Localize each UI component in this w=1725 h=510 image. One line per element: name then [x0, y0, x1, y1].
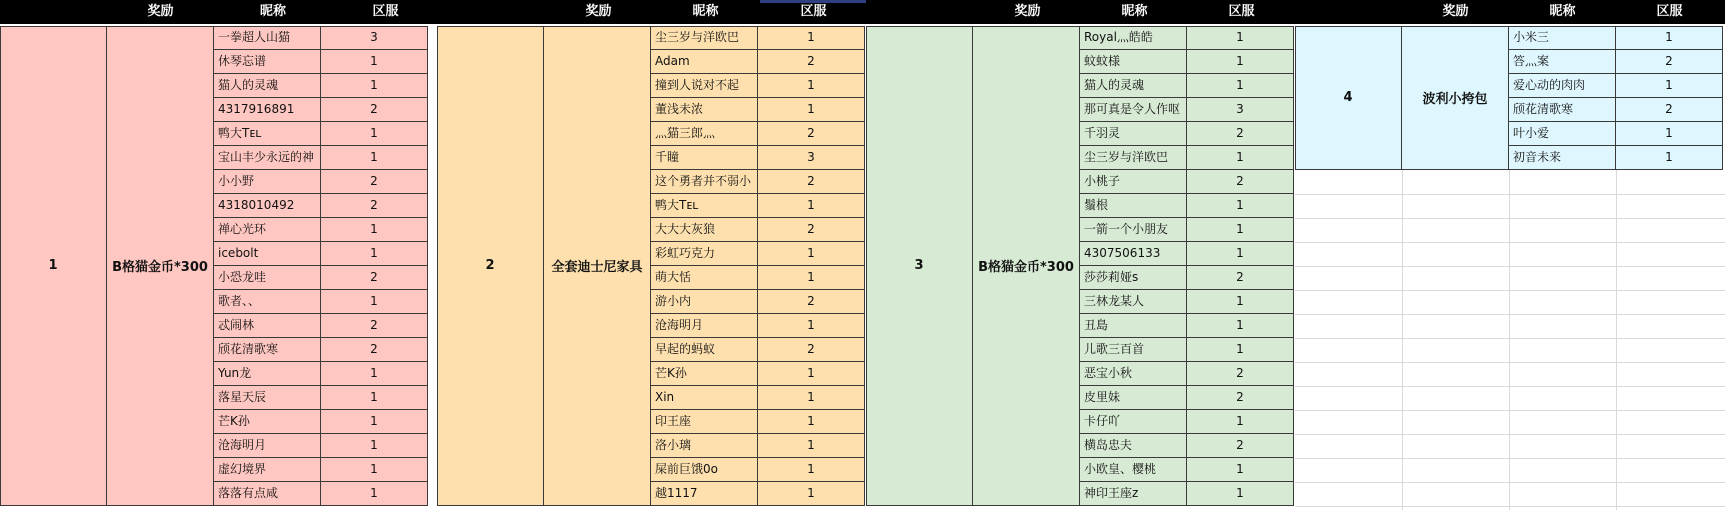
server-cell[interactable]: 1: [321, 482, 428, 506]
server-cell[interactable]: 2: [321, 98, 428, 122]
server-cell[interactable]: 2: [758, 170, 865, 194]
server-cell[interactable]: 1: [758, 74, 865, 98]
nickname-cell[interactable]: Χin: [651, 386, 758, 410]
header-nickname-2: 昵称: [692, 4, 719, 19]
gridline: [1295, 266, 1725, 267]
server-cell[interactable]: 1: [1187, 242, 1294, 266]
nickname-cell[interactable]: 一箭一个小朋友: [1080, 218, 1187, 242]
server-cell[interactable]: 1: [1187, 50, 1294, 74]
server-cell[interactable]: 1: [758, 386, 865, 410]
header-server-1: 区服: [372, 4, 399, 19]
server-cell[interactable]: 2: [321, 314, 428, 338]
server-cell[interactable]: 3: [321, 26, 428, 50]
nickname-cell[interactable]: 丑島: [1080, 314, 1187, 338]
nickname-cell[interactable]: 儿歌三百首: [1080, 338, 1187, 362]
server-cell[interactable]: 1: [758, 410, 865, 434]
nickname-cell[interactable]: 鬚根: [1080, 194, 1187, 218]
nickname-cell[interactable]: Adam: [651, 50, 758, 74]
nickname-cell[interactable]: 屎前巨饿0o: [651, 458, 758, 482]
server-cell[interactable]: 1: [1616, 26, 1723, 50]
server-cell[interactable]: 3: [1187, 98, 1294, 122]
server-cell[interactable]: 2: [321, 266, 428, 290]
nickname-cell[interactable]: 卡仔吖: [1080, 410, 1187, 434]
server-cell[interactable]: 1: [1187, 410, 1294, 434]
server-cell[interactable]: 3: [758, 146, 865, 170]
server-cell[interactable]: 1: [321, 50, 428, 74]
gridline: [1295, 434, 1725, 435]
nickname-cell[interactable]: 尘三岁与洋欧巴: [1080, 146, 1187, 170]
server-cell[interactable]: 2: [1616, 98, 1723, 122]
nickname-cell[interactable]: 撞到人说对不起: [651, 74, 758, 98]
gridline: [1295, 314, 1725, 315]
nickname-cell[interactable]: 小小野: [214, 170, 321, 194]
nickname-cell[interactable]: 早起的蚂蚁: [651, 338, 758, 362]
nickname-cell[interactable]: 横岛忠夫: [1080, 434, 1187, 458]
header-prize-1: 奖励: [147, 4, 174, 19]
server-cell[interactable]: 1: [1187, 194, 1294, 218]
nickname-cell[interactable]: 皮里妹: [1080, 386, 1187, 410]
server-cell[interactable]: 2: [1187, 122, 1294, 146]
gridline: [1295, 506, 1725, 507]
header-server-3: 区服: [1228, 4, 1255, 19]
server-cell[interactable]: 1: [758, 458, 865, 482]
gridline: [1295, 410, 1725, 411]
server-cell[interactable]: 1: [758, 434, 865, 458]
nickname-cell[interactable]: 一拳超人山猫: [214, 26, 321, 50]
gridline: [1295, 290, 1725, 291]
gridline: [1295, 362, 1725, 363]
server-cell[interactable]: 2: [1187, 386, 1294, 410]
rank-cell[interactable]: 1: [0, 26, 107, 506]
nickname-cell[interactable]: 猫人的灵魂: [1080, 74, 1187, 98]
server-cell[interactable]: 1: [1616, 74, 1723, 98]
nickname-cell[interactable]: 恶宝小秋: [1080, 362, 1187, 386]
nickname-cell[interactable]: 小欧皇、樱桃: [1080, 458, 1187, 482]
server-cell[interactable]: 1: [1187, 314, 1294, 338]
nickname-cell[interactable]: 禅心光环: [214, 218, 321, 242]
server-cell[interactable]: 2: [1187, 434, 1294, 458]
nickname-cell[interactable]: 蚊蚊様: [1080, 50, 1187, 74]
server-cell[interactable]: 1: [1187, 338, 1294, 362]
gridline: [1402, 170, 1403, 510]
nickname-cell[interactable]: 彩虹巧克力: [651, 242, 758, 266]
server-cell[interactable]: 2: [1187, 362, 1294, 386]
gridline: [1616, 170, 1617, 510]
server-cell[interactable]: 1: [1187, 482, 1294, 506]
nickname-cell[interactable]: 忒闹林: [214, 314, 321, 338]
nickname-cell[interactable]: 尘三岁与洋欧巴: [651, 26, 758, 50]
prize-cell[interactable]: B格猫金币*300: [973, 26, 1080, 506]
server-cell[interactable]: 1: [1616, 146, 1723, 170]
nickname-cell[interactable]: 宝山丰少永远的神: [214, 146, 321, 170]
nickname-cell[interactable]: 4307506133: [1080, 242, 1187, 266]
server-cell[interactable]: 1: [1187, 26, 1294, 50]
gridline: [1509, 170, 1510, 510]
nickname-cell[interactable]: 初音未来: [1509, 146, 1616, 170]
prize-cell[interactable]: 全套迪士尼家具: [544, 26, 651, 506]
header-prize-2: 奖励: [585, 4, 612, 19]
nickname-cell[interactable]: 大大大灰狼: [651, 218, 758, 242]
server-cell[interactable]: 1: [321, 218, 428, 242]
server-cell[interactable]: 1: [1187, 146, 1294, 170]
server-cell[interactable]: 1: [758, 242, 865, 266]
nickname-cell[interactable]: Royal灬皓皓: [1080, 26, 1187, 50]
gridline: [1295, 386, 1725, 387]
rank-cell[interactable]: 3: [866, 26, 973, 506]
header-nickname-1: 昵称: [259, 4, 286, 19]
nickname-cell[interactable]: 这个勇者并不弱小: [651, 170, 758, 194]
gridline: [1295, 338, 1725, 339]
server-cell[interactable]: 1: [758, 98, 865, 122]
server-cell[interactable]: 1: [321, 122, 428, 146]
nickname-cell[interactable]: 芒K孙: [651, 362, 758, 386]
prize-cell[interactable]: 波利小挎包: [1402, 26, 1509, 170]
nickname-cell[interactable]: Yun龙: [214, 362, 321, 386]
server-cell[interactable]: 2: [758, 218, 865, 242]
server-cell[interactable]: 2: [1187, 266, 1294, 290]
gridline: [1295, 482, 1725, 483]
server-cell[interactable]: 1: [321, 362, 428, 386]
server-cell[interactable]: 1: [758, 314, 865, 338]
server-cell[interactable]: 1: [758, 26, 865, 50]
header-nickname-4: 昵称: [1549, 4, 1576, 19]
nickname-cell[interactable]: 答灬案: [1509, 50, 1616, 74]
nickname-cell[interactable]: 小恐龙哇: [214, 266, 321, 290]
server-cell[interactable]: 1: [321, 434, 428, 458]
nickname-cell[interactable]: 三林龙某人: [1080, 290, 1187, 314]
nickname-cell[interactable]: 游小内: [651, 290, 758, 314]
server-cell[interactable]: 1: [1187, 218, 1294, 242]
server-cell[interactable]: 1: [758, 194, 865, 218]
rank-cell[interactable]: 2: [437, 26, 544, 506]
nickname-cell[interactable]: 萌大恬: [651, 266, 758, 290]
server-cell[interactable]: 2: [321, 338, 428, 362]
nickname-cell[interactable]: 叶小爱: [1509, 122, 1616, 146]
server-cell[interactable]: 1: [321, 290, 428, 314]
nickname-cell[interactable]: 歌者、、: [214, 290, 321, 314]
server-cell[interactable]: 1: [321, 458, 428, 482]
nickname-cell[interactable]: 虚幻境界: [214, 458, 321, 482]
gridline: [1295, 458, 1725, 459]
server-cell[interactable]: 2: [758, 290, 865, 314]
nickname-cell[interactable]: 鸭大Tᴇʟ: [214, 122, 321, 146]
nickname-cell[interactable]: 莎莎莉娅s: [1080, 266, 1187, 290]
server-cell[interactable]: 2: [1187, 170, 1294, 194]
header-server-2: 区服: [800, 4, 827, 19]
header-server-4: 区服: [1656, 4, 1683, 19]
nickname-cell[interactable]: 那可真是令人作呕: [1080, 98, 1187, 122]
nickname-cell[interactable]: 灬猫三郎灬: [651, 122, 758, 146]
server-cell[interactable]: 1: [758, 362, 865, 386]
nickname-cell[interactable]: 落落有点咸: [214, 482, 321, 506]
nickname-cell[interactable]: 休琴忘谱: [214, 50, 321, 74]
server-cell[interactable]: 2: [758, 338, 865, 362]
nickname-cell[interactable]: 4317916891: [214, 98, 321, 122]
header-prize-4: 奖励: [1442, 4, 1469, 19]
nickname-cell[interactable]: 董浅未浓: [651, 98, 758, 122]
nickname-cell[interactable]: 沧海明月: [651, 314, 758, 338]
server-cell[interactable]: 2: [758, 50, 865, 74]
nickname-cell[interactable]: 小米三: [1509, 26, 1616, 50]
nickname-cell[interactable]: 猫人的灵魂: [214, 74, 321, 98]
server-cell[interactable]: 2: [321, 194, 428, 218]
nickname-cell[interactable]: 4318010492: [214, 194, 321, 218]
nickname-cell[interactable]: 神印王座z: [1080, 482, 1187, 506]
nickname-cell[interactable]: 落星天辰: [214, 386, 321, 410]
prize-cell[interactable]: B格猫金币*300: [107, 26, 214, 506]
nickname-cell[interactable]: 洛小璃: [651, 434, 758, 458]
rank-cell[interactable]: 4: [1295, 26, 1402, 170]
nickname-cell[interactable]: 小桃子: [1080, 170, 1187, 194]
nickname-cell[interactable]: 千羽灵: [1080, 122, 1187, 146]
server-cell[interactable]: 1: [321, 74, 428, 98]
nickname-cell[interactable]: 沧海明月: [214, 434, 321, 458]
gridline: [1295, 242, 1725, 243]
nickname-cell[interactable]: 爱心动的肉肉: [1509, 74, 1616, 98]
nickname-cell[interactable]: 鸭大Tᴇʟ: [651, 194, 758, 218]
server-cell[interactable]: 2: [1616, 50, 1723, 74]
nickname-cell[interactable]: 越1117: [651, 482, 758, 506]
nickname-cell[interactable]: icebolt: [214, 242, 321, 266]
nickname-cell[interactable]: 芒K孙: [214, 410, 321, 434]
gridline: [1295, 218, 1725, 219]
server-cell[interactable]: 2: [321, 170, 428, 194]
server-cell[interactable]: 1: [1187, 290, 1294, 314]
server-cell[interactable]: 1: [1187, 74, 1294, 98]
header-prize-3: 奖励: [1014, 4, 1041, 19]
server-cell[interactable]: 2: [758, 122, 865, 146]
header-row: [0, 0, 1725, 24]
server-cell[interactable]: 1: [1187, 458, 1294, 482]
server-cell[interactable]: 1: [321, 146, 428, 170]
server-cell[interactable]: 1: [321, 386, 428, 410]
server-cell[interactable]: 1: [1616, 122, 1723, 146]
server-cell[interactable]: 1: [758, 482, 865, 506]
nickname-cell[interactable]: 颀花清歌寒: [214, 338, 321, 362]
server-cell[interactable]: 1: [758, 266, 865, 290]
nickname-cell[interactable]: 颀花清歌寒: [1509, 98, 1616, 122]
nickname-cell[interactable]: 印王座: [651, 410, 758, 434]
header-nickname-3: 昵称: [1121, 4, 1148, 19]
server-cell[interactable]: 1: [321, 242, 428, 266]
nickname-cell[interactable]: 千瞳: [651, 146, 758, 170]
gridline: [1295, 194, 1725, 195]
server-cell[interactable]: 1: [321, 410, 428, 434]
